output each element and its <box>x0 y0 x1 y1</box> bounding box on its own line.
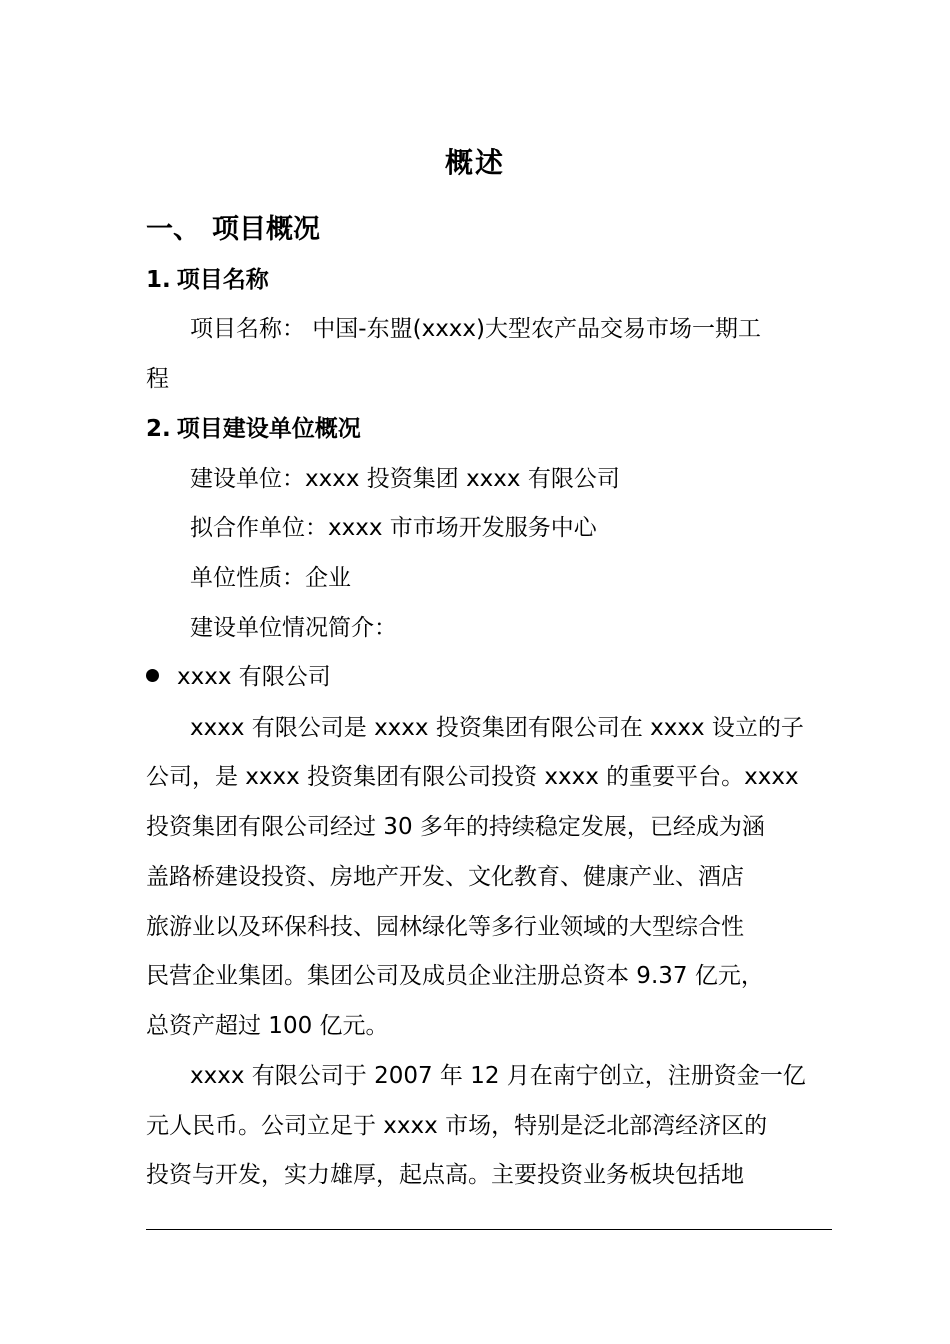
text-line: 建设单位情况简介： <box>190 615 397 641</box>
bullet-label: xxxx 有限公司 <box>177 664 331 690</box>
paragraph-line: 投资集团有限公司经过 30 多年的持续稳定发展，已经成为涵 <box>146 814 765 840</box>
text-line: 项目名称： 中国-东盟(xxxx)大型农产品交易市场一期工 <box>190 316 762 342</box>
section-number: 一、 <box>146 214 200 245</box>
section-title: 项目概况 <box>212 214 320 245</box>
text-line: 单位性质：企业 <box>190 565 351 591</box>
subsection-title: 项目名称 <box>176 267 269 293</box>
subsection-number: 2. <box>146 416 171 442</box>
paragraph-line: 盖路桥建设投资、房地产开发、文化教育、健康产业、酒店 <box>146 864 744 890</box>
footer-divider <box>146 1229 832 1230</box>
paragraph-line: 总资产超过 100 亿元。 <box>146 1013 389 1039</box>
paragraph-line: xxxx 有限公司是 xxxx 投资集团有限公司在 xxxx 设立的子 <box>190 715 804 741</box>
text-line: 拟合作单位：xxxx 市市场开发服务中心 <box>190 515 597 541</box>
subsection-heading-1 <box>146 262 269 298</box>
paragraph-line: 旅游业以及环保科技、园林绿化等多行业领域的大型综合性 <box>146 914 744 940</box>
paragraph-line: xxxx 有限公司于 2007 年 12 月在南宁创立，注册资金一亿 <box>190 1063 806 1089</box>
page-title: 概述 <box>444 146 505 179</box>
subsection-title: 项目建设单位概况 <box>176 416 361 442</box>
paragraph-line: 元人民币。公司立足于 xxxx 市场，特别是泛北部湾经济区的 <box>146 1113 768 1139</box>
section-heading-1 <box>146 210 320 250</box>
paragraph-line: 投资与开发，实力雄厚，起点高。主要投资业务板块包括地 <box>146 1162 744 1188</box>
paragraph-line: 公司，是 xxxx 投资集团有限公司投资 xxxx 的重要平台。xxxx <box>146 764 799 790</box>
paragraph-line: 民营企业集团。集团公司及成员企业注册总资本 9.37 亿元， <box>146 963 764 989</box>
subsection-heading-2 <box>146 411 361 447</box>
bullet-icon <box>146 669 159 682</box>
bullet-item <box>146 659 331 695</box>
text-line: 建设单位：xxxx 投资集团 xxxx 有限公司 <box>190 466 620 492</box>
subsection-number: 1. <box>146 267 171 293</box>
text-line: 程 <box>146 366 169 392</box>
